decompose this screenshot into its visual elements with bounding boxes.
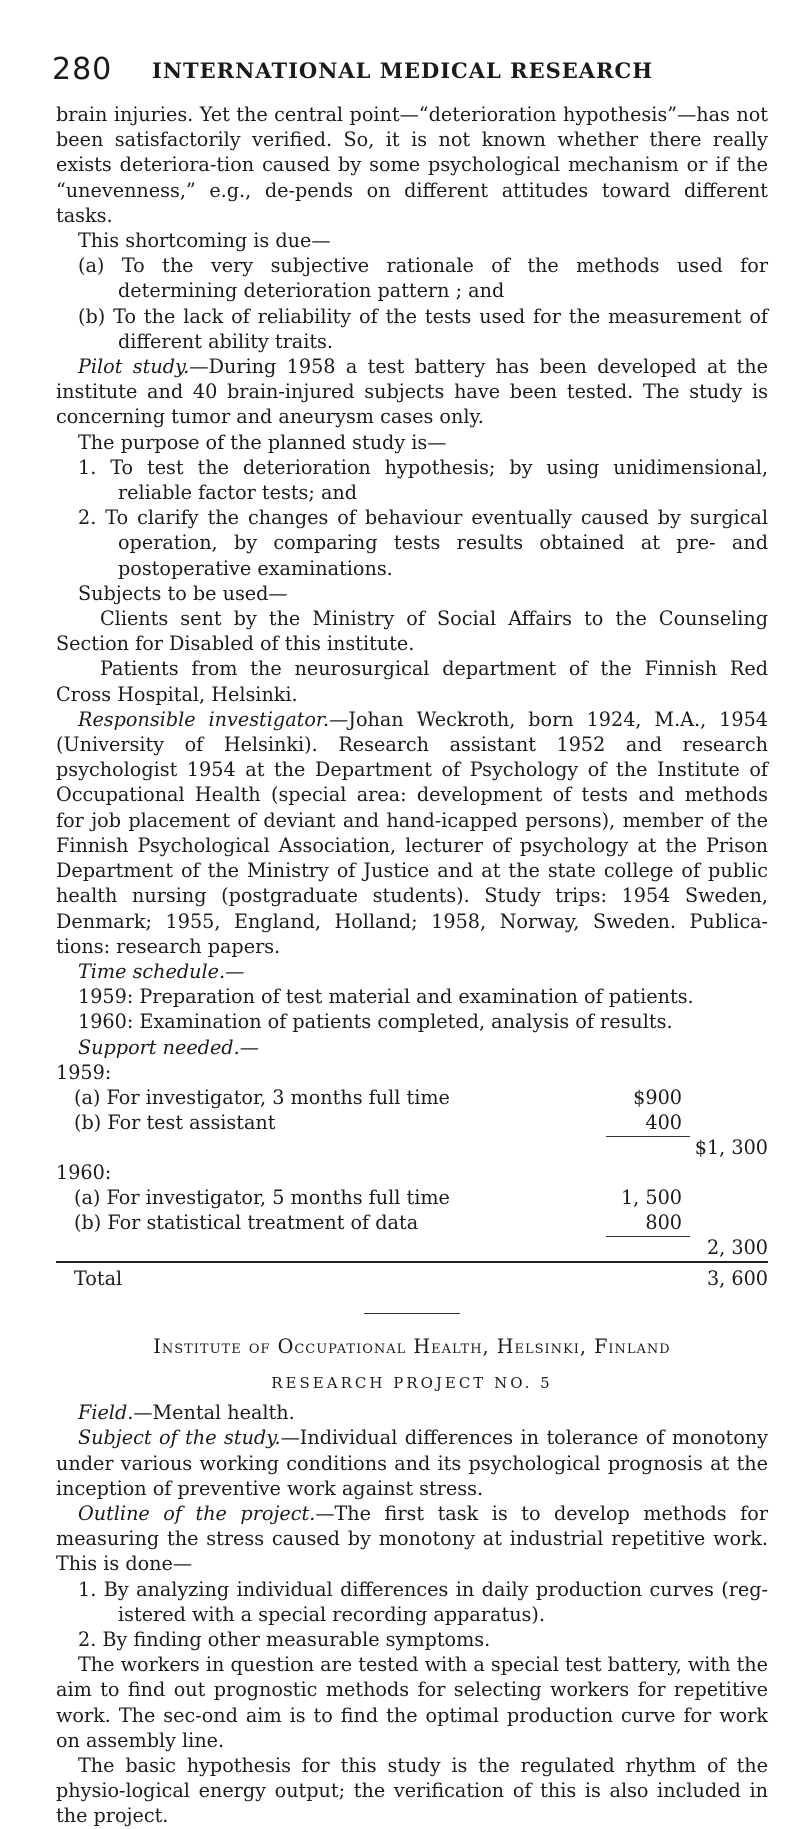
outline-paragraph bbox=[56, 1501, 768, 1577]
schedule-1960: 1960: Examination of patients completed, analysis of results. bbox=[78, 1010, 673, 1034]
section-divider bbox=[364, 1313, 460, 1314]
outline-item-2: 2. By finding other measurable symptoms. bbox=[78, 1627, 491, 1651]
subjects-item-2: Patients from the neurosurgical department of the Finnish Red Cross Hospital, Helsinki. bbox=[56, 657, 768, 706]
field-paragraph bbox=[56, 1400, 768, 1425]
budget-row-label: (b) For test assistant bbox=[74, 1110, 276, 1134]
budget-year-1960: 1960: bbox=[56, 1160, 112, 1184]
budget-subtotal-row bbox=[56, 1235, 768, 1260]
budget-subtotal-row bbox=[56, 1135, 768, 1160]
page-header bbox=[52, 52, 752, 92]
workers-paragraph: The workers in question are tested with a special test battery, with the aim to find out prognostic methods for selecting workers for repetitive work. The sec-ond aim is to find the optimal production curve for work on assembly line. bbox=[56, 1653, 768, 1752]
outline-item-1: 1. By analyzing individual differences in daily production curves (reg-istered with a special recording apparatus). bbox=[78, 1577, 768, 1626]
budget-row-amount: 1, 500 bbox=[620, 1185, 682, 1209]
budget-subtotal-amount: 2, 300 bbox=[706, 1235, 768, 1259]
project-heading: RESEARCH PROJECT NO. 5 bbox=[271, 1373, 553, 1392]
field-text: —Mental health. bbox=[133, 1401, 295, 1425]
support-needed-label: Support needed.— bbox=[78, 1035, 259, 1059]
subjects-lead: Subjects to be used— bbox=[78, 581, 288, 605]
subject-text: —Individual differences in tolerance of monotony under various working conditions and its psychological prognosis at the inception of preventive work against stress. bbox=[56, 1426, 768, 1500]
page-body bbox=[56, 102, 768, 1829]
outline-text: —The first task is to develop methods for measuring the stress caused by monotony at industrial repetitive work. This is done— bbox=[56, 1501, 769, 1576]
investigator-label: Responsible investigator. bbox=[78, 707, 330, 731]
shortcoming-a: (a) To the very subjective rationale of the methods used for determining deterioration pattern ; and bbox=[78, 254, 768, 303]
budget-row bbox=[56, 1085, 768, 1110]
shortcoming-b: (b) To the lack of reliability of the tests used for the measurement of different ability traits. bbox=[78, 304, 768, 353]
investigator-paragraph bbox=[56, 707, 768, 959]
budget-year-1959: 1959: bbox=[56, 1060, 112, 1084]
pilot-study-paragraph bbox=[56, 354, 768, 430]
budget-row-label: (a) For investigator, 5 months full time bbox=[74, 1185, 450, 1209]
budget-row bbox=[56, 1185, 768, 1210]
time-schedule-label: Time schedule.— bbox=[78, 959, 245, 983]
investigator-text: —Johan Weckroth, born 1924, M.A., 1954 (University of Helsinki). Research assistant 1952 and research psychologist 1954 at the Department of Psychology of the Institute of Occupational Health (special area: development of tests and methods for job placement of deviant and hand-icapped persons), member of the Finnish Psychological Association, lecturer of psychology at the Prison Department of the Ministry of Justice and at the state college of public health nursing (postgraduate students). Study trips: 1954 Sweden, Denmark; 1955, England, Holland; 1958, Norway, Sweden. Publica-tions: research papers. bbox=[56, 707, 768, 958]
budget-row-amount: $900 bbox=[633, 1085, 682, 1109]
total-rule bbox=[56, 1261, 768, 1263]
shortcoming-lead: This shortcoming is due— bbox=[78, 229, 331, 253]
subject-label: Subject of the study. bbox=[78, 1426, 281, 1450]
schedule-1959: 1959: Preparation of test material and examination of patients. bbox=[78, 985, 694, 1009]
budget-row-amount: 800 bbox=[645, 1210, 682, 1234]
budget-row-label: (a) For investigator, 3 months full time bbox=[74, 1085, 450, 1109]
subject-paragraph bbox=[56, 1425, 768, 1501]
running-head: INTERNATIONAL MEDICAL RESEARCH bbox=[152, 58, 654, 83]
budget-total-row bbox=[56, 1266, 768, 1291]
hypothesis-paragraph: The basic hypothesis for this study is the regulated rhythm of the physio-logical energy output; the verification of this is also included in the project. bbox=[56, 1753, 768, 1828]
budget-total-label: Total bbox=[74, 1266, 123, 1290]
purpose-lead: The purpose of the planned study is— bbox=[78, 430, 447, 454]
purpose-item-1: 1. To test the deterioration hypothesis; by using unidimensional, reliable factor tests; and bbox=[78, 455, 768, 505]
intro-paragraph: brain injuries. Yet the central point—“deterioration hypothesis”—has not been satisfactorily verified. So, it is not known whether there really exists deteriora-tion caused by some psychological mechanism or if the “unevenness,” e.g., de-pends on different attitudes toward different tasks. bbox=[56, 103, 768, 227]
budget-row bbox=[56, 1210, 768, 1235]
budget-subtotal-amount: $1, 300 bbox=[694, 1135, 768, 1159]
institute-heading: Institute of Occupational Health, Helsinki, Finland bbox=[153, 1334, 671, 1358]
outline-label: Outline of the project. bbox=[78, 1501, 316, 1525]
budget-total-amount: 3, 600 bbox=[706, 1266, 768, 1290]
pilot-study-text: —During 1958 a test battery has been developed at the institute and 40 brain-injured subjects have been tested. The study is concerning tumor and aneurysm cases only. bbox=[56, 355, 768, 429]
pilot-study-label: Pilot study. bbox=[78, 355, 190, 379]
budget-row-amount: 400 bbox=[645, 1110, 682, 1134]
budget-table bbox=[56, 1060, 768, 1291]
page-number: 280 bbox=[52, 52, 113, 87]
subjects-item-1: Clients sent by the Ministry of Social Affairs to the Counseling Section for Disabled of this institute. bbox=[56, 607, 768, 656]
field-label: Field. bbox=[78, 1401, 134, 1425]
budget-row bbox=[56, 1110, 768, 1135]
purpose-item-2: 2. To clarify the changes of behaviour eventually caused by surgical operation, by comparing tests results obtained at pre- and postoperative examinations. bbox=[78, 506, 768, 580]
budget-row-label: (b) For statistical treatment of data bbox=[74, 1210, 419, 1234]
